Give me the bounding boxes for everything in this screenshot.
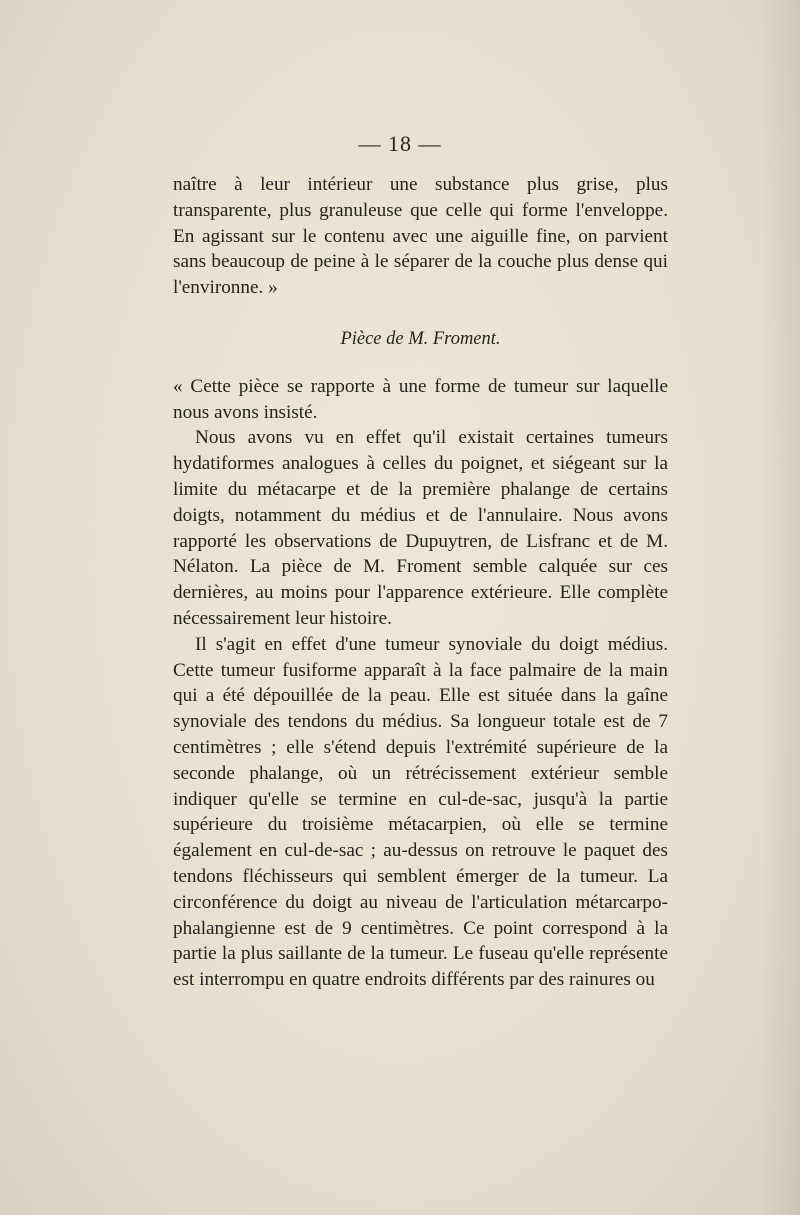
paragraph-synovial-tumor: Il s'agit en effet d'une tumeur synoviale du doigt médius. Cette tumeur fusiforme apparaît à la face palmaire de la main qui a été dépouillée de la peau. Elle est située dans la gaîne synoviale des tendons du médius. Sa longueur totale est de 7 centimètres ; elle s'étend depuis l'extrémité supérieure de la seconde phalange, où un rétrécissement extérieur semble indiquer qu'elle se termine en cul-de-sac, jusqu'à la partie supérieure du troisième métacarpien, où elle se termine également en cul-de-sac ; au-dessus on retrouve le paquet des tendons fléchisseurs qui semblent émerger de la tumeur. La circonférence du doigt au niveau de l'articulation métarcarpo-phalangienne est de 9 centimètres. Ce point correspond à la partie la plus saillante de la tumeur. Le fuseau qu'elle représente est interrompu en quatre endroits différents par des rainures ou (173, 633, 668, 991)
page-edge-shadow (760, 0, 800, 1215)
paragraph-hydatiform-tumors: Nous avons vu en effet qu'il existait certaines tumeurs hydatiformes analogues à celles du poignet, et siégeant sur la limite du métacarpe et de la première phalange de certains doigts, notamment du médius et de l'annulaire. Nous avons rapporté les observations de Dupuytren, de Lisfranc et de M. Nélaton. La pièce de M. Froment semble calquée sur ces dernières, au moins pour l'apparence extérieure. Elle complète nécessairement leur histoire. (173, 427, 668, 629)
paragraph-continuation: naître à leur intérieur une substance plus grise, plus transparente, plus granuleuse que celle qui forme l'enveloppe. En agissant sur le contenu avec une aiguille fine, on parvient sans beaucoup de peine à le séparer de la couche plus dense qui l'environne. » (173, 174, 668, 299)
section-heading: Pièce de M. Froment. (340, 328, 501, 349)
page-number: — 18 — (358, 131, 442, 156)
page-body (173, 172, 668, 993)
paragraph-quote-intro: « Cette pièce se rapporte à une forme de tumeur sur laquelle nous avons insisté. (173, 375, 668, 423)
